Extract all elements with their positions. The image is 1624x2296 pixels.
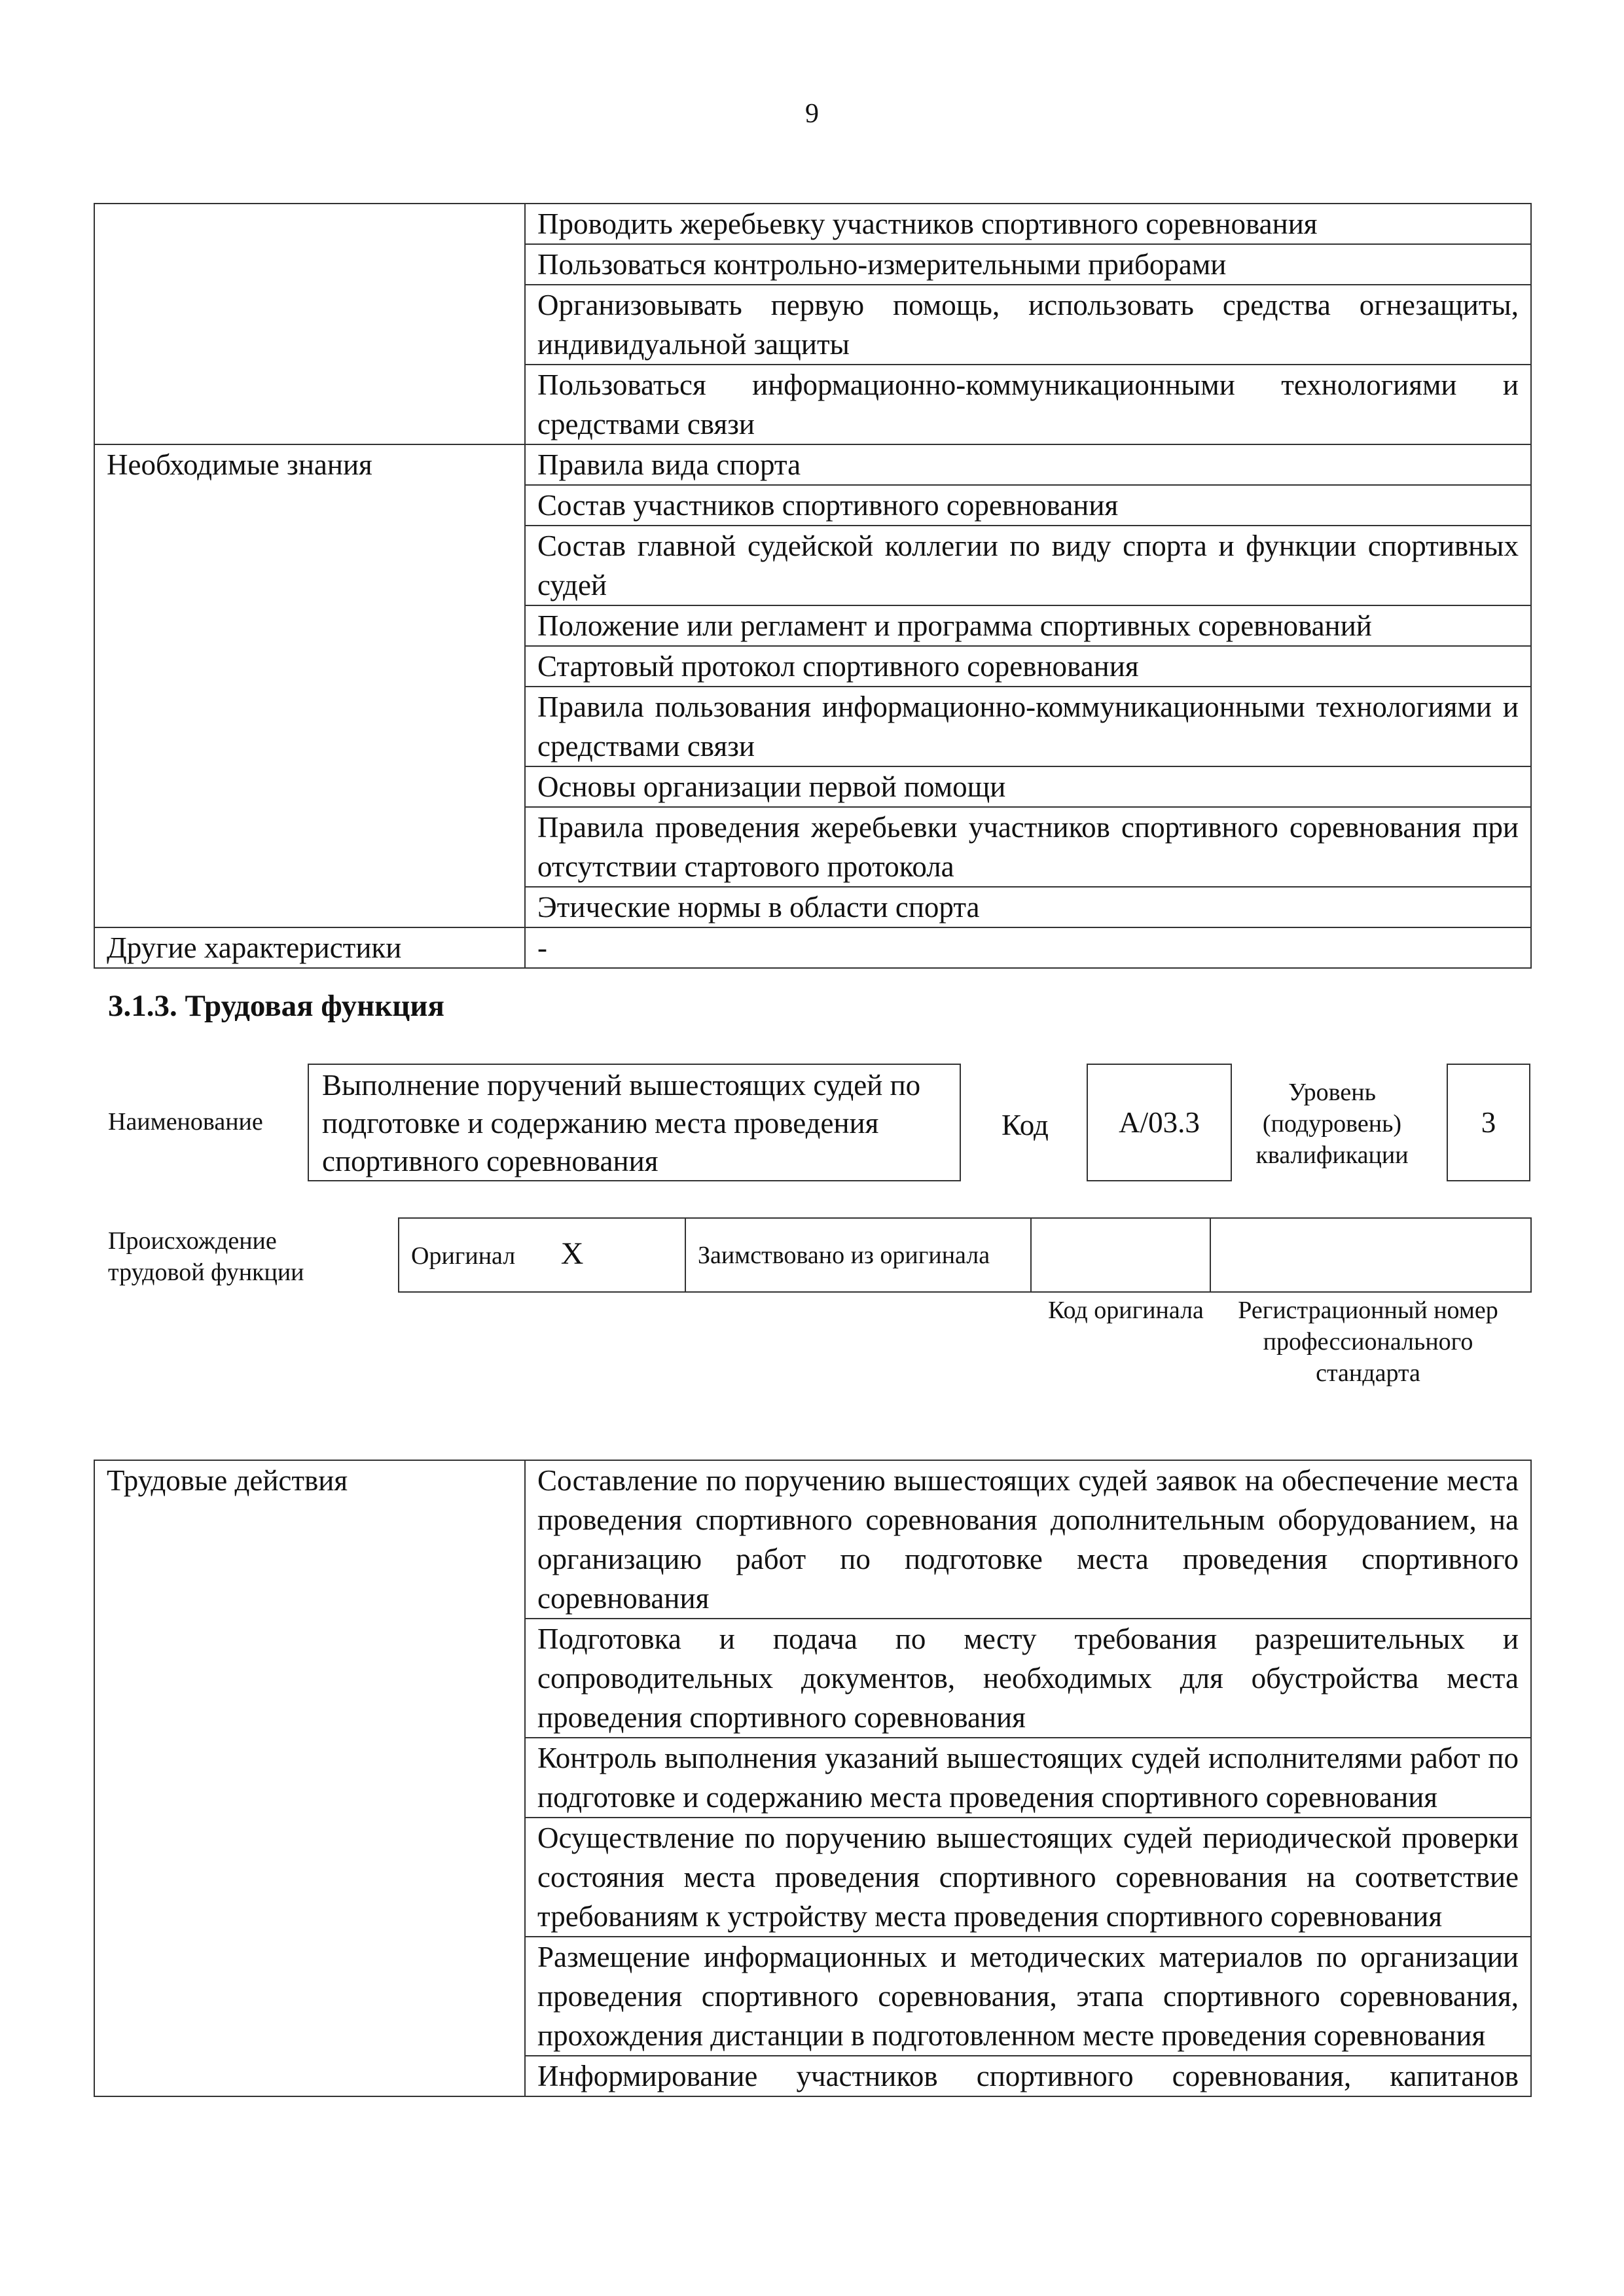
function-name-box: [308, 1064, 961, 1181]
code-label: Код: [1001, 1109, 1049, 1141]
table-cell: Правила проведения жеребьевки участников спортивного соревнования при отсутствии стартового протокола: [525, 807, 1531, 887]
table-cell: Контроль выполнения указаний вышестоящих судей исполнителями работ по подготовке и содержанию места проведения спортивного соревнования: [525, 1738, 1531, 1818]
table-cell: Состав участников спортивного соревнования: [525, 485, 1531, 526]
labour-actions-table: [94, 1460, 1532, 2097]
borrowed-cell: Заимствовано из оригинала: [685, 1218, 1031, 1292]
original-mark: X: [560, 1236, 584, 1271]
table-cell: Положение или регламент и программа спортивных соревнований: [525, 605, 1531, 646]
table-cell: Размещение информационных и методических материалов по организации проведения спортивного соревнования, этапа спортивного соревнования, прохождения дистанции в подготовленном месте проведения соревнования: [525, 1937, 1531, 2056]
table-cell: -: [525, 927, 1531, 968]
code-value: А/03.3: [1119, 1106, 1200, 1139]
skills-knowledge-table: [94, 203, 1532, 969]
original-code-cell: [1031, 1218, 1210, 1292]
row-label: Трудовые действия: [94, 1460, 525, 2096]
level-box: [1447, 1064, 1530, 1181]
table-cell: Этические нормы в области спорта: [525, 887, 1531, 927]
level-label: Уровень (подуровень) квалификации: [1255, 1079, 1409, 1169]
table-cell: Подготовка и подача по месту требования разрешительных и сопроводительных документов, необходимых для обустройства места проведения спортивного соревнования: [525, 1619, 1531, 1738]
row-label: Необходимые знания: [94, 444, 525, 927]
table-row: [399, 1218, 1531, 1292]
function-name: Выполнение поручений вышестоящих судей по подготовке и содержанию места проведения спортивного соревнования: [322, 1069, 921, 1177]
table-row: [94, 927, 1531, 968]
row-label: Другие характеристики: [94, 927, 525, 968]
origin-label: Происхождение трудовой функции: [108, 1227, 304, 1286]
table-row: [94, 444, 1531, 485]
code-caption: Код оригинала: [1048, 1297, 1204, 1324]
table-cell: Проводить жеребьевку участников спортивного соревнования: [525, 204, 1531, 244]
name-label: Наименование: [108, 1108, 263, 1136]
table-cell: Основы организации первой помощи: [525, 766, 1531, 807]
table-cell: Пользоваться информационно-коммуникационными технологиями и средствами связи: [525, 365, 1531, 444]
table-cell: Составление по поручению вышестоящих судей заявок на обеспечение места проведения спортивного соревнования дополнительным оборудованием, на организацию работ по подготовке места проведения спортивного соревнования: [525, 1460, 1531, 1619]
table-row: [94, 1460, 1531, 1619]
table-cell: Стартовый протокол спортивного соревнования: [525, 646, 1531, 687]
reg-caption: Регистрационный номер профессионального стандарта: [1238, 1297, 1498, 1387]
table-row: [94, 204, 1531, 244]
section-heading: 3.1.3. Трудовая функция: [108, 989, 444, 1023]
table-cell: Организовывать первую помощь, использовать средства огнезащиты, индивидуальной защиты: [525, 285, 1531, 365]
table-cell: Правила вида спорта: [525, 444, 1531, 485]
level-value: 3: [1481, 1106, 1496, 1139]
original-cell: [399, 1218, 685, 1292]
code-box: [1087, 1064, 1232, 1181]
table-cell: Правила пользования информационно-коммуникационными технологиями и средствами связи: [525, 687, 1531, 766]
table-cell: Пользоваться контрольно-измерительными приборами: [525, 244, 1531, 285]
table-cell: Информирование участников спортивного соревнования, капитанов: [525, 2056, 1531, 2096]
origin-table: [398, 1217, 1532, 1293]
page-number: 9: [805, 99, 819, 129]
reg-number-cell: [1210, 1218, 1531, 1292]
row-label: [94, 204, 525, 444]
original-label: Оригинал: [411, 1242, 516, 1270]
table-cell: Состав главной судейской коллегии по виду спорта и функции спортивных судей: [525, 526, 1531, 605]
table-cell: Осуществление по поручению вышестоящих судей периодической проверки состояния места проведения спортивного соревнования на соответствие требованиям к устройству места проведения спортивного соревнования: [525, 1818, 1531, 1937]
